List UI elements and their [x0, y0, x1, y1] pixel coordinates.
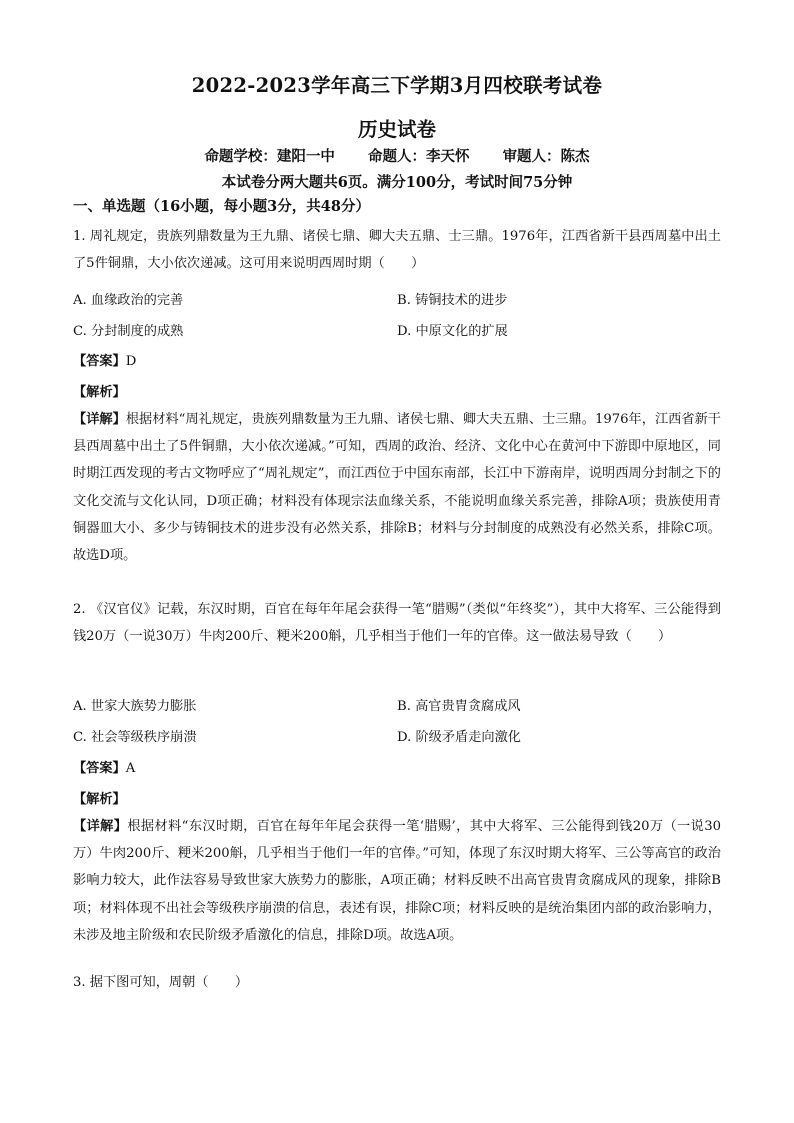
option-d: D. 阶级矛盾走向激化: [397, 730, 521, 745]
option-d: D. 中原文化的扩展: [397, 324, 508, 339]
option-a: A. 世家大族势力膨胀: [73, 699, 197, 714]
exam-meta: [0, 145, 794, 166]
option-c: C. 社会等级秩序崩溃: [73, 730, 197, 745]
section-heading: 一、单选题（16小题，每小题3分，共48分）: [73, 198, 370, 215]
question-2-detail: [73, 813, 721, 949]
option-b: B. 铸铜技术的进步: [397, 293, 508, 308]
option-c: C. 分封制度的成熟: [73, 324, 184, 339]
question-2-options: [73, 695, 721, 757]
answer-line: [73, 757, 135, 776]
question-1-stem: 1. 周礼规定，贵族列鼎数量为王九鼎、诸侯七鼎、卿大夫五鼎、士三鼎。1976年，江西省新干县西周墓中出土了5件铜鼎，大小依次递减。这可用来说明西周时期（ ）: [73, 229, 721, 272]
answer-value: D: [125, 354, 137, 369]
question-1-options: [73, 289, 721, 351]
answer-line: [73, 350, 136, 369]
answer-value: A: [125, 761, 136, 776]
option-b: B. 高官贵胄贪腐成风: [397, 699, 521, 714]
option-a: A. 血缘政治的完善: [73, 293, 184, 308]
meta-author: 命题人：李天怀: [368, 148, 470, 165]
detail-text: 根据材料“东汉时期，百官在每年年尾会获得一笔‘腊赐’，其中大将军、三公能得到钱20万（一说30万）牛肉200斤、粳米200斛，几乎相当于他们一年的官俸。”可知，体现了东汉时期大将军、三公等高官的政治影响力较大，此作法容易导致世家大族势力的膨胀，A项正确；材料反映不出高官贵胄贪腐成风的现象，排除B项；材料体现不出社会等级秩序崩溃的信息，表述有误，排除C项；材料反映的是统治集团内部的政治影响力，未涉及地主阶级和农民阶级矛盾激化的信息，排除D项。故选A项。: [73, 819, 722, 943]
meta-reviewer: 审题人：陈杰: [502, 148, 590, 165]
question-3-stem: 3. 据下图可知，周朝（ ）: [73, 975, 249, 990]
analysis-label: 【解析】: [73, 792, 126, 807]
question-2-stem: 2. 《汉官仪》记载，东汉时期，百官在每年年尾会获得一笔“腊赐”（类似“年终奖”），其中大将军、三公能得到钱20万（一说30万）牛肉200斤、粳米200斛，几乎相当于他们一年的官俸。这一做法易导致（ ）: [73, 602, 721, 645]
detail-label: 【详解】: [73, 412, 126, 427]
answer-label: 【答案】: [73, 354, 126, 369]
exam-title: 2022-2023学年高三下学期3月四校联考试卷: [191, 74, 603, 97]
detail-text: 根据材料“周礼规定，贵族列鼎数量为王九鼎、诸侯七鼎、卿大夫五鼎、士三鼎。1976年，江西省新干县西周墓中出土了5件铜鼎，大小依次递减。”可知，西周的政治、经济、文化中心在黄河中下游即中原地区，同时期江西发现的考古文物呼应了“周礼规定”，而江西位于中国东南部，长江中下游南岸，说明西周分封制之下的文化交流与文化认同，D项正确；材料没有体现宗法血缘关系，不能说明血缘关系完善，排除A项；贵族使用青铜器皿大小、多少与铸铜技术的进步没有必然关系，排除B；材料与分封制度的成熟没有必然关系，排除C项。故选D项。: [73, 412, 721, 564]
analysis-label: 【解析】: [73, 385, 126, 400]
exam-info: 本试卷分两大题共6页。满分100分，考试时间75分钟: [221, 174, 573, 191]
answer-label: 【答案】: [73, 761, 126, 776]
detail-label: 【详解】: [73, 819, 128, 834]
question-1-detail: [73, 406, 721, 569]
meta-school: 命题学校：建阳一中: [204, 148, 335, 165]
exam-subject: 历史试卷: [357, 118, 436, 141]
